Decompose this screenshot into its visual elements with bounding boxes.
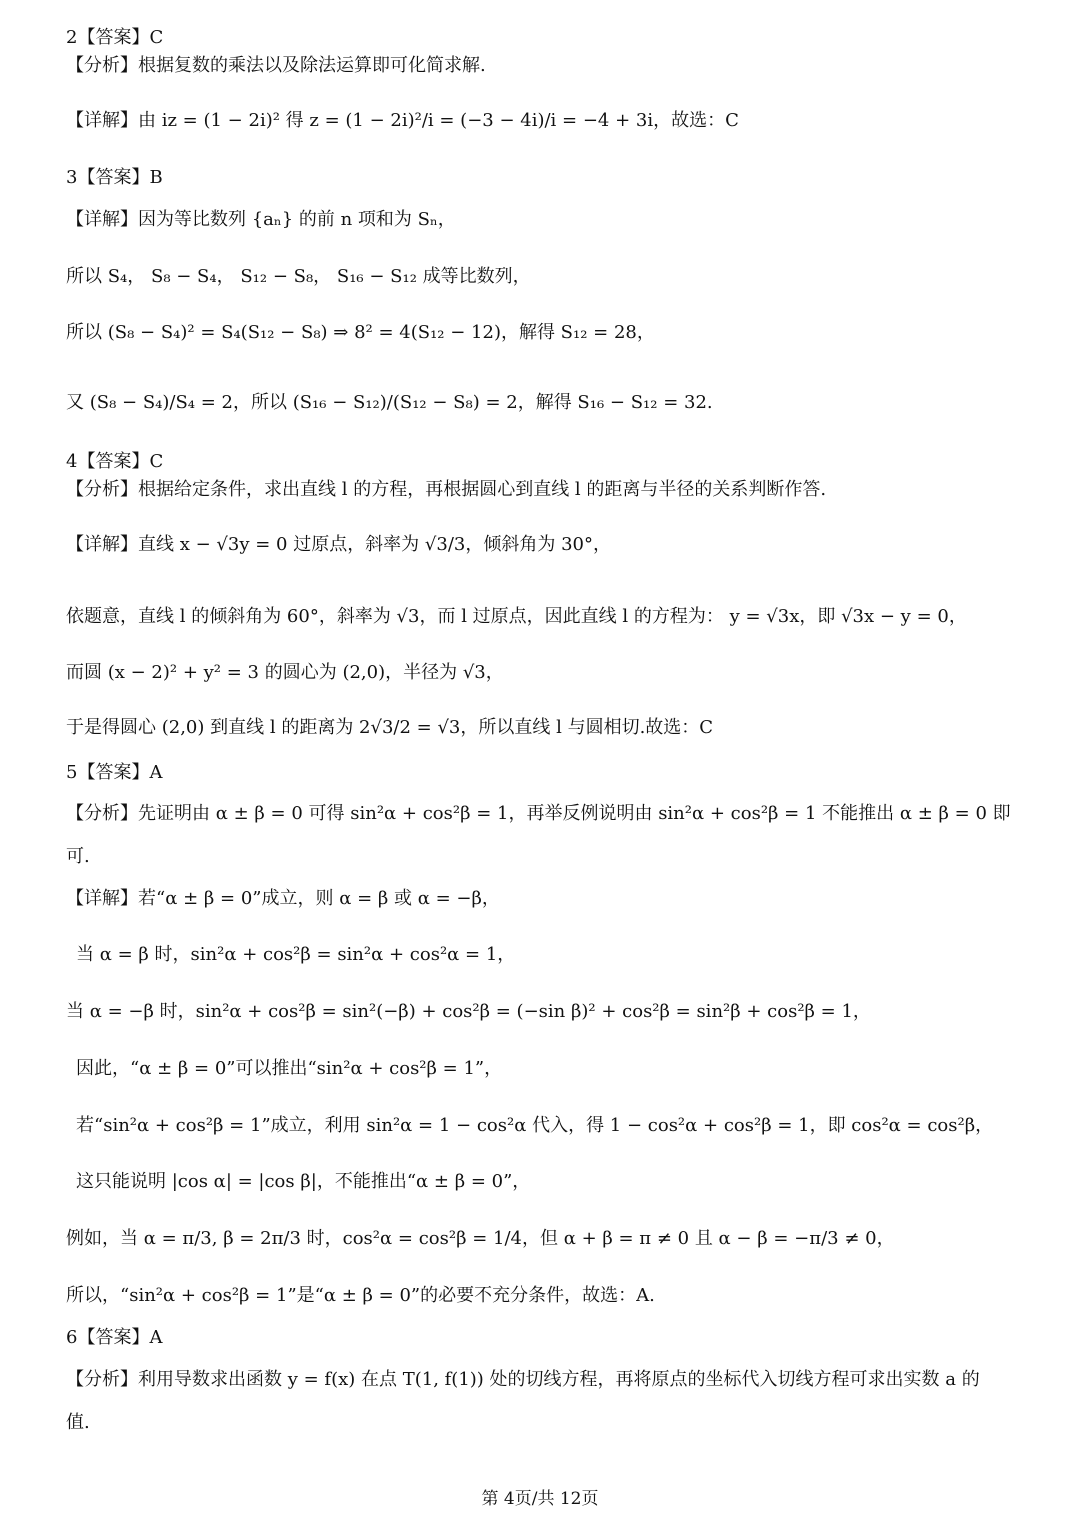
solution-4-line-2: 依题意，直线 l 的倾斜角为 60°，斜率为 √3，而 l 过原点，因此直线 l 的方程为： y = √3x，即 √3x − y = 0，: [66, 606, 967, 627]
solution-4-line-4: 于是得圆心 (2,0) 到直线 l 的距离为 2√3/2 = √3，所以直线 l 与圆相切.故选：C: [66, 717, 714, 738]
answer-5: 5【答案】A: [66, 762, 163, 783]
solution-3-line-3: 所以 (S₈ − S₄)² = S₄(S₁₂ − S₈) ⇒ 8² = 4(S₁₂ − 12)，解得 S₁₂ = 28，: [66, 322, 655, 343]
analysis-6-line-1: 【分析】利用导数求出函数 y = f(x) 在点 T(1, f(1)) 处的切线方程，再将原点的坐标代入切线方程可求出实数 a 的: [66, 1369, 980, 1390]
answer-2: 2【答案】C: [66, 27, 164, 48]
solution-3-line-4: 又 (S₈ − S₄)/S₄ = 2，所以 (S₁₆ − S₁₂)/(S₁₂ − S₈) = 2，解得 S₁₆ − S₁₂ = 32.: [66, 392, 713, 413]
analysis-2: 【分析】根据复数的乘法以及除法运算即可化简求解.: [66, 55, 486, 76]
solution-5-line-6: 这只能说明 |cos α| = |cos β|，不能推出“α ± β = 0”，: [76, 1171, 531, 1192]
solution-3-line-1: 【详解】因为等比数列 {aₙ} 的前 n 项和为 Sₙ，: [66, 209, 456, 230]
answer-3: 3【答案】B: [66, 167, 163, 188]
analysis-5-line-1: 【分析】先证明由 α ± β = 0 可得 sin²α + cos²β = 1，再举反例说明由 sin²α + cos²β = 1 不能推出 α ± β = 0 即: [66, 803, 1011, 824]
answer-4: 4【答案】C: [66, 451, 164, 472]
solution-2: 【详解】由 iz = (1 − 2i)² 得 z = (1 − 2i)²/i = (−3 − 4i)/i = −4 + 3i，故选：C: [66, 110, 739, 131]
solution-3-line-2: 所以 S₄， S₈ − S₄， S₁₂ − S₈， S₁₆ − S₁₂ 成等比数列，: [66, 266, 531, 287]
page-footer: 第 4页/共 12页: [481, 1489, 599, 1509]
answer-6: 6【答案】A: [66, 1327, 163, 1348]
solution-5-line-4: 因此，“α ± β = 0”可以推出“sin²α + cos²β = 1”，: [76, 1058, 503, 1079]
solution-5-line-2: 当 α = β 时，sin²α + cos²β = sin²α + cos²α = 1，: [76, 944, 516, 965]
analysis-5-line-2: 可.: [66, 846, 90, 867]
analysis-6-line-2: 值.: [66, 1412, 90, 1433]
analysis-4: 【分析】根据给定条件，求出直线 l 的方程，再根据圆心到直线 l 的距离与半径的关系判断作答.: [66, 479, 827, 500]
solution-4-line-1: 【详解】直线 x − √3y = 0 过原点，斜率为 √3/3，倾斜角为 30°，: [66, 534, 611, 555]
solution-5-line-1: 【详解】若“α ± β = 0”成立，则 α = β 或 α = −β，: [66, 888, 500, 909]
solution-5-line-5: 若“sin²α + cos²β = 1”成立，利用 sin²α = 1 − cos²α 代入，得 1 − cos²α + cos²β = 1，即 cos²α = cos²β，: [76, 1115, 994, 1136]
solution-4-line-3: 而圆 (x − 2)² + y² = 3 的圆心为 (2,0)，半径为 √3，: [66, 662, 504, 683]
solution-5-line-3: 当 α = −β 时，sin²α + cos²β = sin²(−β) + cos²β = (−sin β)² + cos²β = sin²β + cos²β = 1，: [66, 1001, 871, 1022]
solution-5-line-7: 例如，当 α = π/3, β = 2π/3 时，cos²α = cos²β = 1/4，但 α + β = π ≠ 0 且 α − β = −π/3 ≠ 0，: [66, 1228, 895, 1249]
solution-5-line-8: 所以，“sin²α + cos²β = 1”是“α ± β = 0”的必要不充分条件，故选：A.: [66, 1285, 655, 1306]
